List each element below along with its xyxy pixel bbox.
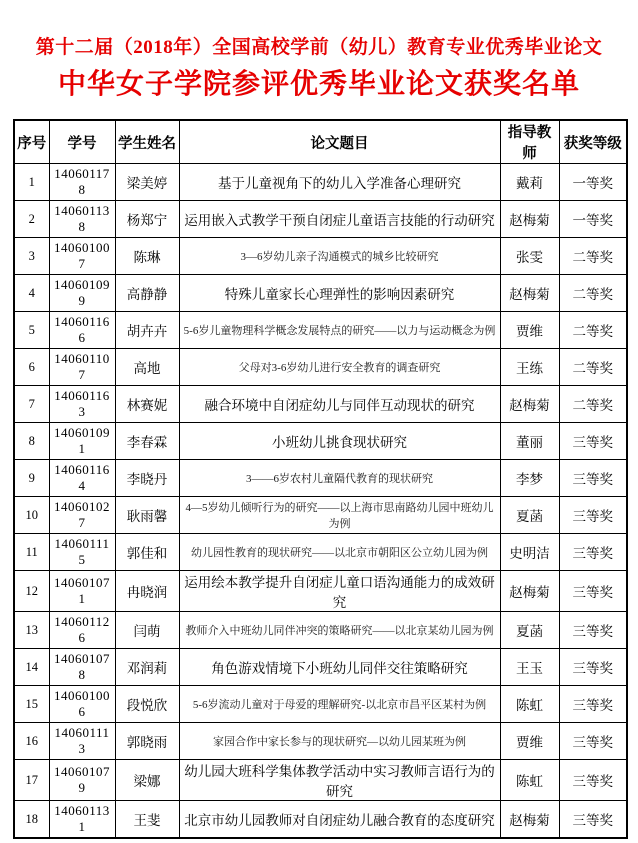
cell-student-name: 林赛妮 [115,386,179,423]
cell-student-name: 李晓丹 [115,460,179,497]
table-row [14,275,627,312]
cell-student-name: 李春霖 [115,423,179,460]
cell-student-id: 140601091 [49,423,115,460]
cell-student-name: 高静静 [115,275,179,312]
cell-award-level: 三等奖 [559,686,627,723]
cell-student-name: 郭佳和 [115,534,179,571]
cell-thesis-title: 4—5岁幼儿倾听行为的研究——以上海市思南路幼儿园中班幼儿为例 [179,497,500,534]
cell-advisor: 贾维 [500,723,559,760]
table-row [14,723,627,760]
cell-advisor: 李梦 [500,460,559,497]
cell-student-id: 140601071 [49,571,115,612]
cell-no: 5 [14,312,49,349]
cell-student-id: 140601163 [49,386,115,423]
cell-advisor: 赵梅菊 [500,571,559,612]
cell-award-level: 二等奖 [559,275,627,312]
cell-award-level: 二等奖 [559,238,627,275]
cell-student-name: 杨郑宁 [115,201,179,238]
cell-student-id: 140601164 [49,460,115,497]
cell-student-name: 段悦欣 [115,686,179,723]
table-row [14,238,627,275]
cell-advisor: 赵梅菊 [500,201,559,238]
cell-award-level: 三等奖 [559,423,627,460]
cell-thesis-title: 教师介入中班幼儿同伴冲突的策略研究——以北京某幼儿园为例 [179,612,500,649]
header-student-id: 学号 [49,120,115,164]
cell-student-name: 梁娜 [115,760,179,801]
cell-award-level: 三等奖 [559,460,627,497]
cell-thesis-title: 幼儿园性教育的现状研究——以北京市朝阳区公立幼儿园为例 [179,534,500,571]
header-student-name: 学生姓名 [115,120,179,164]
table-row [14,386,627,423]
cell-thesis-title: 融合环境中自闭症幼儿与同伴互动现状的研究 [179,386,500,423]
cell-thesis-title: 小班幼儿挑食现状研究 [179,423,500,460]
cell-no: 9 [14,460,49,497]
cell-no: 7 [14,386,49,423]
table-row [14,686,627,723]
cell-student-id: 140601138 [49,201,115,238]
cell-no: 4 [14,275,49,312]
cell-student-id: 140601166 [49,312,115,349]
award-table [13,119,628,839]
cell-student-name: 陈琳 [115,238,179,275]
cell-award-level: 三等奖 [559,612,627,649]
cell-award-level: 三等奖 [559,760,627,801]
cell-student-name: 冉晓润 [115,571,179,612]
cell-student-name: 梁美婷 [115,164,179,201]
cell-no: 15 [14,686,49,723]
table-row [14,801,627,839]
cell-advisor: 王练 [500,349,559,386]
cell-student-id: 140601006 [49,686,115,723]
cell-student-id: 140601115 [49,534,115,571]
cell-no: 1 [14,164,49,201]
cell-student-id: 140601113 [49,723,115,760]
cell-no: 10 [14,497,49,534]
cell-student-name: 郭晓雨 [115,723,179,760]
cell-advisor: 贾维 [500,312,559,349]
cell-award-level: 三等奖 [559,723,627,760]
cell-thesis-title: 基于儿童视角下的幼儿入学准备心理研究 [179,164,500,201]
cell-no: 8 [14,423,49,460]
table-row [14,571,627,612]
cell-student-id: 140601131 [49,801,115,839]
cell-student-name: 胡卉卉 [115,312,179,349]
table-body [14,164,627,839]
cell-thesis-title: 3——6岁农村儿童隔代教育的现状研究 [179,460,500,497]
cell-student-name: 王斐 [115,801,179,839]
cell-no: 12 [14,571,49,612]
cell-advisor: 戴莉 [500,164,559,201]
table-row [14,649,627,686]
header-thesis-title: 论文题目 [179,120,500,164]
document-title-line2: 中华女子学院参评优秀毕业论文获奖名单 [57,68,580,100]
table-header [14,120,627,164]
table-row [14,612,627,649]
cell-no: 16 [14,723,49,760]
cell-student-id: 140601007 [49,238,115,275]
cell-advisor: 赵梅菊 [500,386,559,423]
cell-thesis-title: 家园合作中家长参与的现状研究—以幼儿园某班为例 [179,723,500,760]
table-row [14,497,627,534]
cell-award-level: 二等奖 [559,386,627,423]
cell-award-level: 三等奖 [559,497,627,534]
cell-advisor: 陈虹 [500,760,559,801]
cell-advisor: 夏菡 [500,612,559,649]
cell-no: 2 [14,201,49,238]
cell-advisor: 夏菡 [500,497,559,534]
cell-student-id: 140601078 [49,649,115,686]
header-no: 序号 [14,120,49,164]
cell-student-id: 140601027 [49,497,115,534]
table-row [14,201,627,238]
cell-student-id: 140601079 [49,760,115,801]
cell-no: 11 [14,534,49,571]
cell-student-id: 140601126 [49,612,115,649]
table-row [14,460,627,497]
cell-advisor: 赵梅菊 [500,275,559,312]
cell-award-level: 二等奖 [559,312,627,349]
document-title-line1: 第十二届（2018年）全国高校学前（幼儿）教育专业优秀毕业论文 [35,37,603,58]
cell-award-level: 一等奖 [559,164,627,201]
cell-student-name: 邓润莉 [115,649,179,686]
cell-thesis-title: 运用嵌入式教学干预自闭症儿童语言技能的行动研究 [179,201,500,238]
cell-advisor: 张雯 [500,238,559,275]
cell-no: 3 [14,238,49,275]
table-row [14,423,627,460]
cell-no: 17 [14,760,49,801]
table-row [14,760,627,801]
header-advisor: 指导教师 [500,120,559,164]
cell-advisor: 史明洁 [500,534,559,571]
table-row [14,312,627,349]
cell-award-level: 三等奖 [559,534,627,571]
cell-award-level: 三等奖 [559,649,627,686]
cell-thesis-title: 运用绘本教学提升自闭症儿童口语沟通能力的成效研究 [179,571,500,612]
cell-thesis-title: 父母对3-6岁幼儿进行安全教育的调查研究 [179,349,500,386]
cell-student-id: 140601099 [49,275,115,312]
cell-thesis-title: 特殊儿童家长心理弹性的影响因素研究 [179,275,500,312]
cell-award-level: 三等奖 [559,571,627,612]
cell-no: 14 [14,649,49,686]
cell-no: 13 [14,612,49,649]
cell-advisor: 董丽 [500,423,559,460]
cell-advisor: 赵梅菊 [500,801,559,839]
table-row [14,349,627,386]
cell-award-level: 三等奖 [559,801,627,839]
cell-award-level: 二等奖 [559,349,627,386]
cell-award-level: 一等奖 [559,201,627,238]
cell-student-id: 140601107 [49,349,115,386]
cell-thesis-title: 北京市幼儿园教师对自闭症幼儿融合教育的态度研究 [179,801,500,839]
cell-thesis-title: 5-6岁流动儿童对于母爱的理解研究-以北京市昌平区某村为例 [179,686,500,723]
header-award-level: 获奖等级 [559,120,627,164]
table-row [14,534,627,571]
cell-student-id: 140601178 [49,164,115,201]
cell-student-name: 闫萌 [115,612,179,649]
cell-thesis-title: 角色游戏情境下小班幼儿同伴交往策略研究 [179,649,500,686]
table-row [14,164,627,201]
cell-thesis-title: 幼儿园大班科学集体教学活动中实习教师言语行为的研究 [179,760,500,801]
cell-thesis-title: 5-6岁儿童物理科学概念发展特点的研究——以力与运动概念为例 [179,312,500,349]
cell-student-name: 高地 [115,349,179,386]
header-row [14,120,627,164]
cell-no: 6 [14,349,49,386]
cell-student-name: 耿雨馨 [115,497,179,534]
cell-thesis-title: 3—6岁幼儿亲子沟通模式的城乡比较研究 [179,238,500,275]
cell-advisor: 王玉 [500,649,559,686]
cell-no: 18 [14,801,49,839]
cell-advisor: 陈虹 [500,686,559,723]
